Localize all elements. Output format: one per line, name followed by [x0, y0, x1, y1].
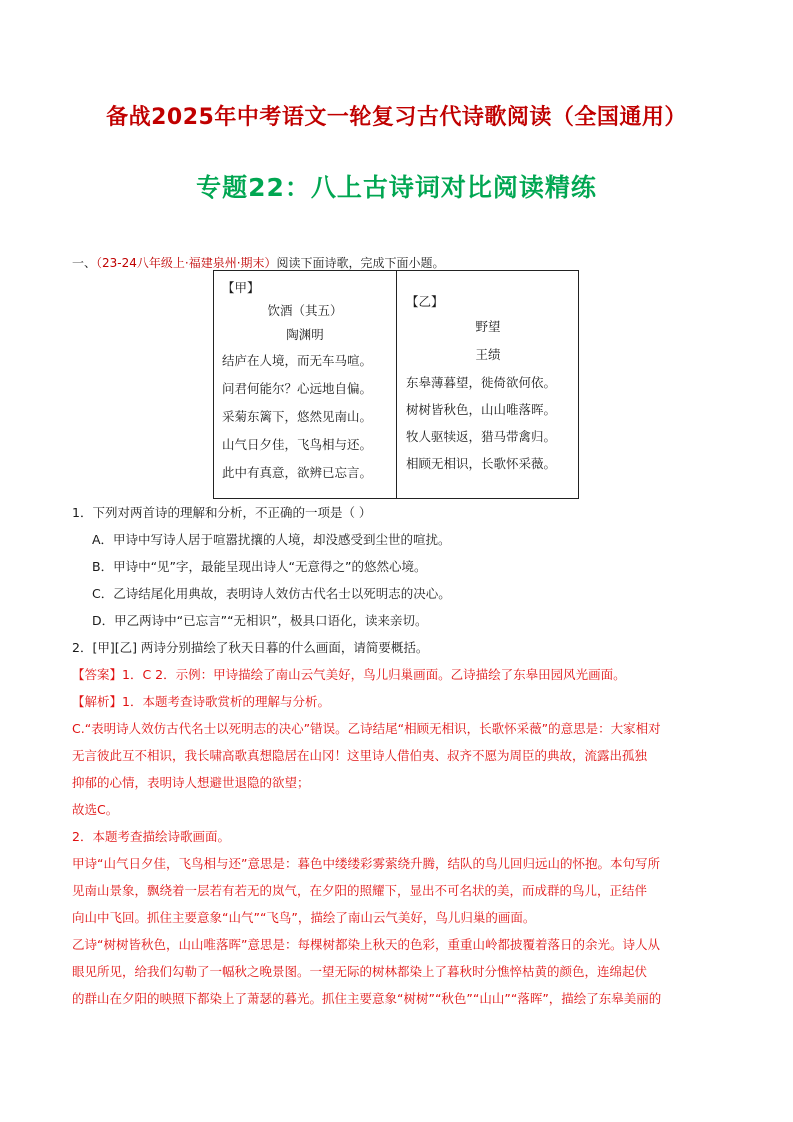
poem-a-line: 此中有真意，欲辨已忘言。 [222, 465, 373, 480]
poem-b-line: 相顾无相识，长歌怀采薇。 [406, 456, 557, 471]
poem-a [214, 271, 397, 498]
analysis-line: C.“表明诗人效仿古代名士以死明志的决心”错误。乙诗结尾“相顾无相识，长歌怀采薇”的意思是：大家相对 [72, 721, 661, 736]
answer [72, 665, 626, 683]
q1-stem: 1．下列对两首诗的理解和分析，不正确的一项是（ ） [72, 505, 372, 520]
analysis-label: 【解析】 [72, 694, 123, 709]
analysis-line: 故选C。 [72, 802, 119, 817]
poem-b-title: 野望 [475, 319, 501, 334]
poem-b-line: 东皋薄暮望，徙倚欲何依。 [406, 375, 557, 390]
question-instruction: 阅读下面诗歌，完成下面小题。 [276, 256, 445, 270]
poem-a-author: 陶渊明 [286, 327, 324, 342]
question-number: 一、 [72, 256, 97, 270]
q2-stem: 2．[甲][乙] 两诗分别描绘了秋天日暮的什么画面，请简要概括。 [72, 640, 429, 655]
poem-a-line: 山气日夕佳，飞鸟相与还。 [222, 437, 373, 452]
question-source: （23-24八年级上·福建泉州·期末） [96, 256, 277, 270]
poem-b-author: 王绩 [475, 347, 501, 362]
answer-text: 1．C 2．示例：甲诗描绘了南山云气美好，鸟儿归巢画面。乙诗描绘了东皋田园风光画面。 [122, 667, 626, 682]
question-header [72, 254, 445, 271]
q1-option-a: A．甲诗中写诗人居于喧嚣扰攘的人境，却没感受到尘世的喧扰。 [92, 532, 451, 547]
analysis-line: 乙诗“树树皆秋色，山山唯落晖”意思是：每棵树都染上秋天的色彩，重重山岭都披覆着落日的余光。诗人从 [72, 937, 660, 952]
poem-a-line: 采菊东篱下，悠然见南山。 [222, 409, 373, 424]
poem-a-line: 结庐在人境，而无车马喧。 [222, 353, 373, 368]
document-title: 备战2025年中考语文一轮复习古代诗歌阅读（全国通用） [106, 105, 687, 130]
q1-option-d: D．甲乙两诗中“已忘言”“无相识”，极具口语化，读来亲切。 [92, 613, 428, 628]
analysis-line: 抑郁的心情，表明诗人想避世退隐的欲望； [72, 775, 310, 790]
analysis-line: 甲诗“山气日夕佳，飞鸟相与还”意思是：暮色中缕缕彩雾萦绕升腾，结队的鸟儿回归远山的怀抱。本句写所 [72, 856, 660, 871]
poem-comparison-table [213, 270, 579, 499]
analysis-line: 向山中飞回。抓住主要意象“山气”“飞鸟”，描绘了南山云气美好，鸟儿归巢的画面。 [72, 910, 536, 925]
q1-option-c: C．乙诗结尾化用典故，表明诗人效仿古代名士以死明志的决心。 [92, 586, 451, 601]
analysis-line: 见南山景象，飘绕着一层若有若无的岚气，在夕阳的照耀下，显出不可名状的美，而成群的鸟儿，正结伴 [72, 883, 648, 898]
poem-b-line: 树树皆秋色，山山唯落晖。 [406, 402, 557, 417]
analysis-line: 眼见所见，给我们勾勒了一幅秋之晚景图。一望无际的树林都染上了暮秋时分憔悴枯黄的颜色，连绵起伏 [72, 964, 648, 979]
poem-a-tag: 【甲】 [222, 280, 260, 295]
analysis-line: 1．本题考查诗歌赏析的理解与分析。 [122, 694, 330, 709]
poem-b-line: 牧人驱犊返，猎马带禽归。 [406, 429, 557, 444]
topic-subtitle: 专题22：八上古诗词对比阅读精练 [196, 173, 597, 202]
analysis-line: 无言彼此互不相识，我长啸高歌真想隐居在山冈！这里诗人借伯夷、叔齐不愿为周臣的典故，流露出孤独 [72, 748, 648, 763]
analysis-line: 2．本题考查描绘诗歌画面。 [72, 829, 230, 844]
poem-b [397, 271, 578, 498]
analysis-head [72, 692, 330, 710]
answer-label: 【答案】 [72, 667, 123, 682]
q1-option-b: B．甲诗中“见”字，最能呈现出诗人“无意得之”的悠然心境。 [92, 559, 427, 574]
poem-a-line: 问君何能尔？心远地自偏。 [222, 381, 373, 396]
poem-b-tag: 【乙】 [406, 294, 444, 309]
poem-a-title: 饮酒（其五） [267, 303, 343, 318]
analysis-line: 的群山在夕阳的映照下都染上了萧瑟的暮光。抓住主要意象“树树”“秋色”“山山”“落晖”，描绘了东皋美丽的 [72, 991, 662, 1006]
